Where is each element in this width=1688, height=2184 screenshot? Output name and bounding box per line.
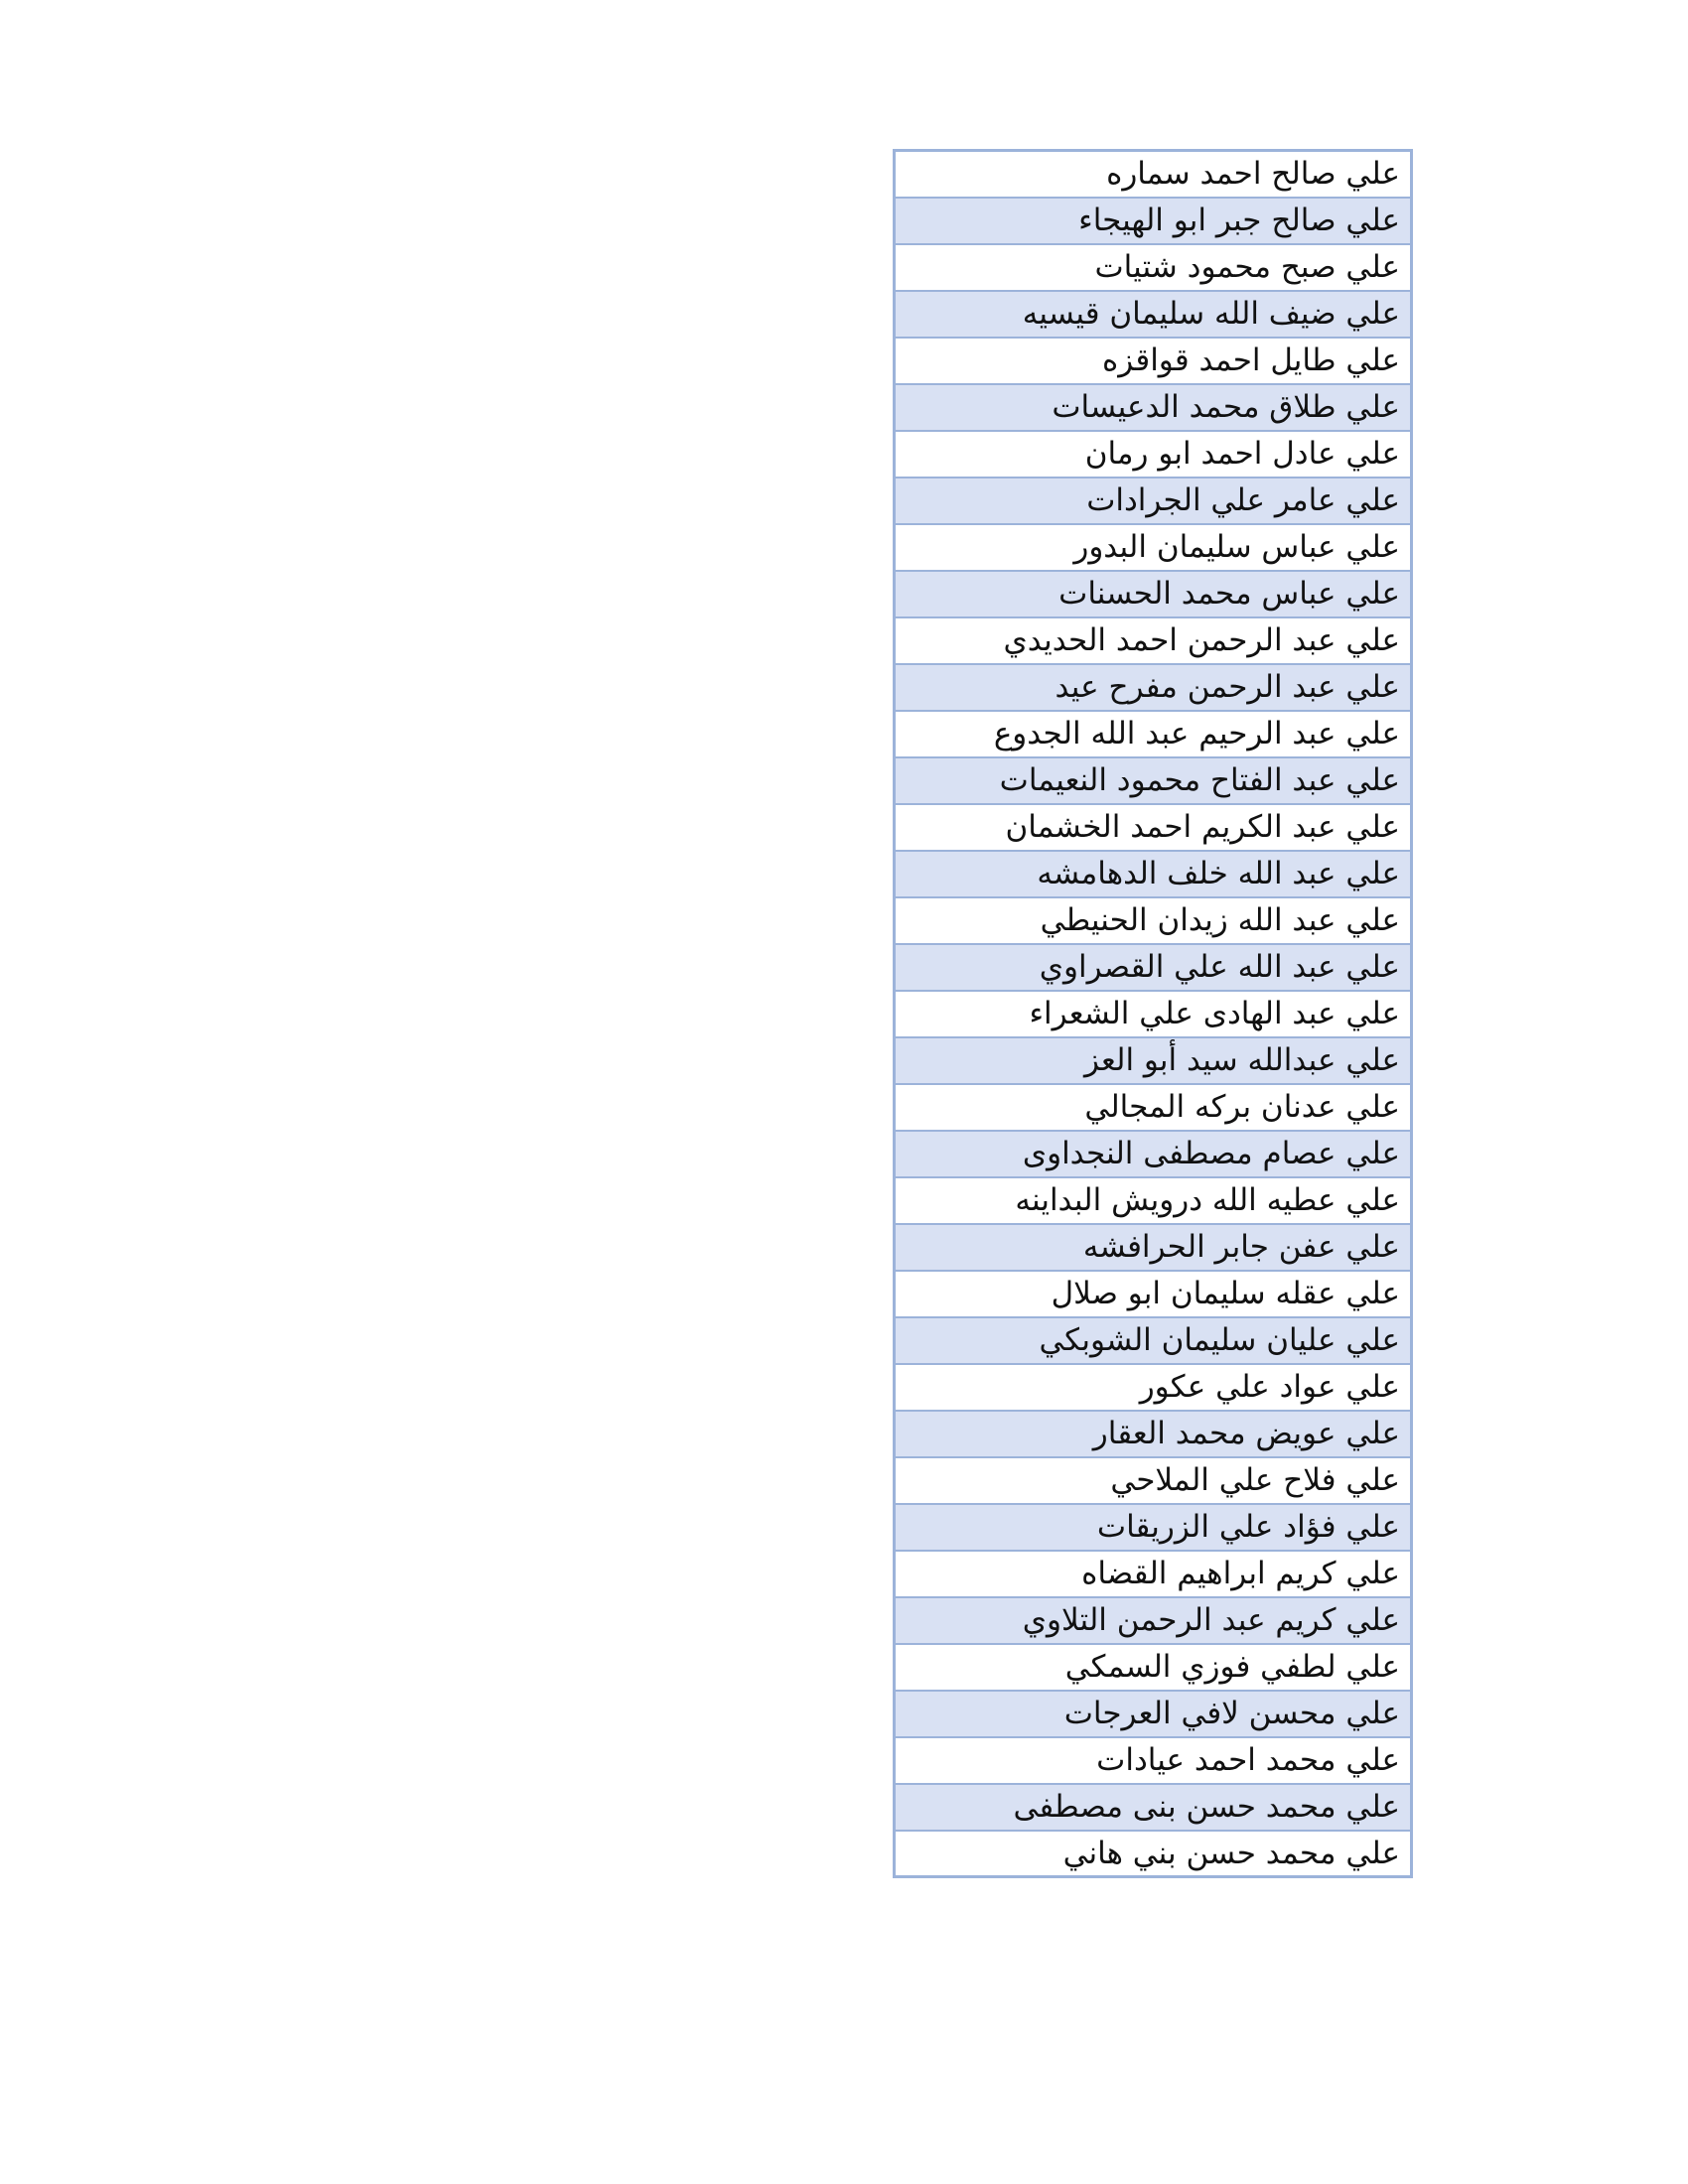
table-row: [895, 1457, 1412, 1504]
name-cell: علي محمد احمد عيادات: [895, 1737, 1412, 1784]
table-row: [895, 851, 1412, 897]
table-row: [895, 1504, 1412, 1551]
name-cell: علي عبد الرحمن احمد الحديدي: [895, 617, 1412, 664]
table-row: [895, 1084, 1412, 1131]
name-cell: علي عبد الله زيدان الحنيطي: [895, 897, 1412, 944]
name-cell: علي عامر علي الجرادات: [895, 478, 1412, 524]
table-row: [895, 1691, 1412, 1737]
name-cell: علي لطفي فوزي السمكي: [895, 1644, 1412, 1691]
name-cell: علي محمد حسن بنى مصطفى: [895, 1784, 1412, 1831]
name-cell: علي عباس سليمان البدور: [895, 524, 1412, 571]
names-table: [893, 149, 1413, 1878]
name-cell: علي محمد حسن بني هاني: [895, 1831, 1412, 1877]
table-row: [895, 478, 1412, 524]
table-row: [895, 1597, 1412, 1644]
table-row: [895, 1784, 1412, 1831]
name-cell: علي طايل احمد قواقزه: [895, 338, 1412, 384]
name-cell: علي عصام مصطفى النجداوى: [895, 1131, 1412, 1177]
name-cell: علي عبد الكريم احمد الخشمان: [895, 804, 1412, 851]
table-row: [895, 1737, 1412, 1784]
name-cell: علي فؤاد علي الزريقات: [895, 1504, 1412, 1551]
table-row: [895, 571, 1412, 617]
table-row: [895, 617, 1412, 664]
name-cell: علي عقله سليمان ابو صلال: [895, 1271, 1412, 1317]
name-cell: علي عواد علي عكور: [895, 1364, 1412, 1411]
table-row: [895, 151, 1412, 198]
name-cell: علي عبد الفتاح محمود النعيمات: [895, 757, 1412, 804]
name-cell: علي عفن جابر الحرافشه: [895, 1224, 1412, 1271]
table-row: [895, 757, 1412, 804]
table-row: [895, 1364, 1412, 1411]
name-cell: علي كريم ابراهيم القضاه: [895, 1551, 1412, 1597]
name-cell: علي عليان سليمان الشوبكي: [895, 1317, 1412, 1364]
name-cell: علي صالح جبر ابو الهيجاء: [895, 198, 1412, 244]
table-row: [895, 244, 1412, 291]
table-row: [895, 1131, 1412, 1177]
name-cell: علي عبد الله خلف الدهامشه: [895, 851, 1412, 897]
name-cell: علي عبد الرحمن مفرح عيد: [895, 664, 1412, 711]
table-row: [895, 1551, 1412, 1597]
table-row: [895, 1177, 1412, 1224]
table-row: [895, 1411, 1412, 1457]
name-cell: علي عدنان بركه المجالي: [895, 1084, 1412, 1131]
name-cell: علي صالح احمد سماره: [895, 151, 1412, 198]
table-row: [895, 897, 1412, 944]
table-row: [895, 1271, 1412, 1317]
table-row: [895, 991, 1412, 1037]
table-row: [895, 291, 1412, 338]
table-row: [895, 338, 1412, 384]
name-cell: علي عطيه الله درويش البداينه: [895, 1177, 1412, 1224]
table-row: [895, 1831, 1412, 1877]
name-cell: علي عبد الهادى علي الشعراء: [895, 991, 1412, 1037]
name-cell: علي عبد الرحيم عبد الله الجدوع: [895, 711, 1412, 757]
name-cell: علي محسن لافي العرجات: [895, 1691, 1412, 1737]
name-cell: علي عويض محمد العقار: [895, 1411, 1412, 1457]
table-row: [895, 664, 1412, 711]
table-row: [895, 431, 1412, 478]
name-cell: علي فلاح علي الملاحي: [895, 1457, 1412, 1504]
name-cell: علي عبد الله علي القصراوي: [895, 944, 1412, 991]
name-cell: علي ضيف الله سليمان قيسيه: [895, 291, 1412, 338]
name-cell: علي صبح محمود شتيات: [895, 244, 1412, 291]
table-row: [895, 804, 1412, 851]
names-table-body: [895, 151, 1412, 1877]
table-row: [895, 524, 1412, 571]
table-row: [895, 1644, 1412, 1691]
table-row: [895, 1037, 1412, 1084]
name-cell: علي طلاق محمد الدعيسات: [895, 384, 1412, 431]
name-cell: علي عبدالله سيد أبو العز: [895, 1037, 1412, 1084]
table-row: [895, 198, 1412, 244]
table-row: [895, 944, 1412, 991]
name-cell: علي كريم عبد الرحمن التلاوي: [895, 1597, 1412, 1644]
name-cell: علي عادل احمد ابو رمان: [895, 431, 1412, 478]
table-row: [895, 1317, 1412, 1364]
table-row: [895, 1224, 1412, 1271]
table-row: [895, 711, 1412, 757]
name-cell: علي عباس محمد الحسنات: [895, 571, 1412, 617]
table-row: [895, 384, 1412, 431]
